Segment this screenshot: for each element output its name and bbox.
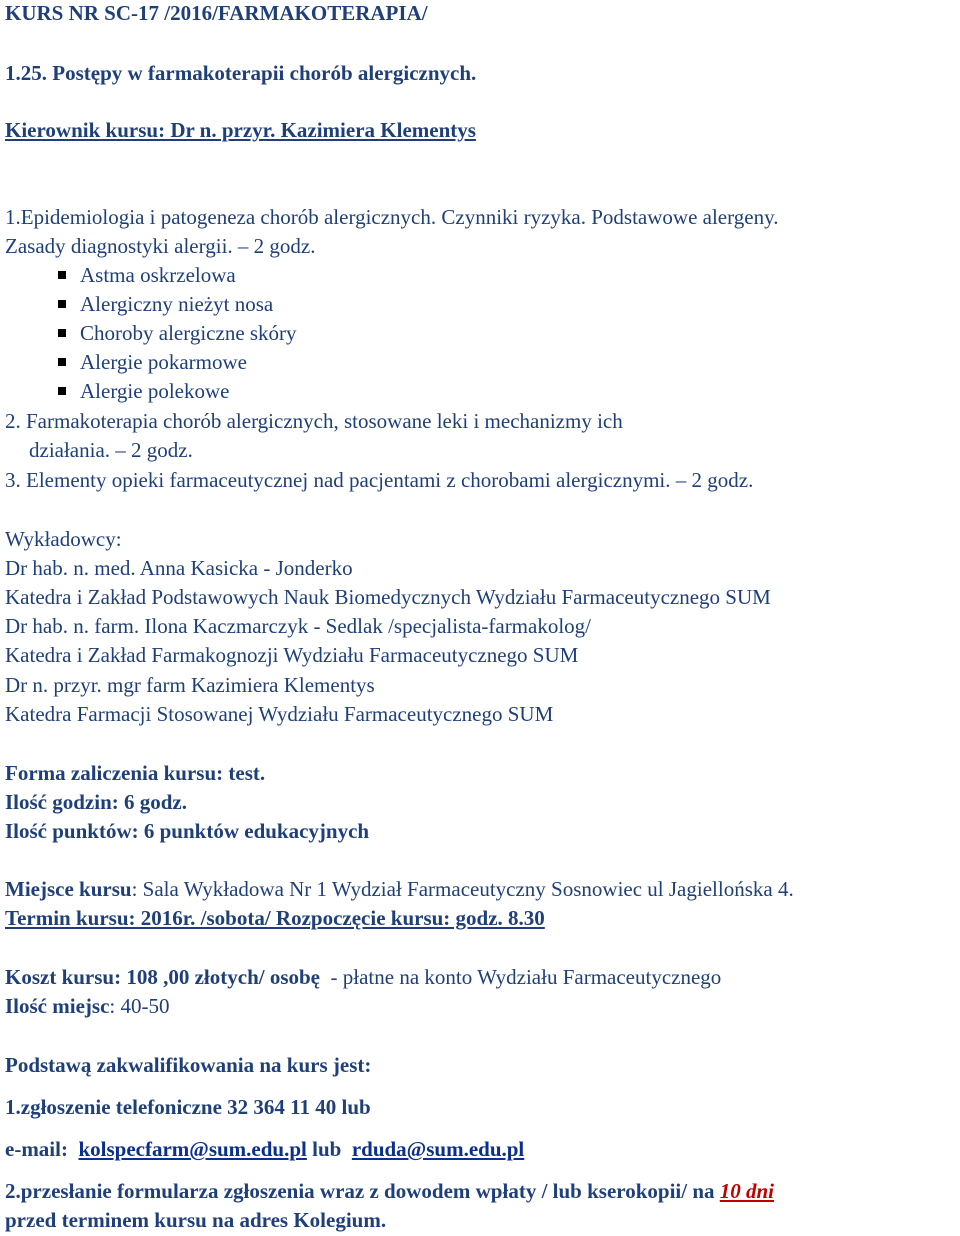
place-label: Miejsce kursu	[5, 877, 132, 901]
program-item-2-line-1: 2. Farmakoterapia chorób alergicznych, stosowane leki i mechanizmy ich	[5, 409, 623, 433]
course-cost	[5, 964, 721, 990]
cost-label: Koszt kursu	[5, 965, 115, 989]
square-bullet-icon	[58, 271, 66, 279]
lecturer-line: Katedra i Zakład Farmakognozji Wydziału Farmaceutycznego SUM	[5, 643, 579, 667]
lecturer-line: Dr hab. n. med. Anna Kasicka - Jonderko	[5, 556, 353, 580]
program-item-1-line-1: 1.Epidemiologia i patogeneza chorób alergicznych. Czynniki ryzyka. Podstawowe alergeny.	[5, 205, 779, 229]
bullet-label: Alergiczny nieżyt nosa	[80, 292, 274, 316]
seats-label: Ilość miejsc	[5, 994, 110, 1018]
email-registration	[5, 1136, 524, 1162]
phone-registration: 1.zgłoszenie telefoniczne 32 364 11 40 lub	[5, 1095, 371, 1119]
education-points: Ilość punktów: 6 punktów edukacyjnych	[5, 819, 370, 843]
lecturer-line: Katedra Farmacji Stosowanej Wydziału Farmaceutycznego SUM	[5, 702, 554, 726]
bullet-item	[58, 378, 229, 404]
bullet-label: Alergie polekowe	[80, 379, 230, 403]
hours-count: Ilość godzin: 6 godz.	[5, 790, 188, 814]
program-item-2-line-2: działania. – 2 godz.	[29, 438, 193, 462]
course-place	[5, 876, 794, 902]
bullet-label: Alergie pokarmowe	[80, 350, 247, 374]
bullet-label: Choroby alergiczne skóry	[80, 321, 297, 345]
cost-note: - płatne na konto Wydziału Farmaceutycznego	[320, 965, 722, 989]
course-title: 1.25. Postępy w farmakoterapii chorób alergicznych.	[5, 61, 477, 85]
program-item-1-line-2: Zasady diagnostyki alergii. – 2 godz.	[5, 234, 316, 258]
square-bullet-icon	[58, 387, 66, 395]
seats-count	[5, 993, 169, 1019]
cost-value: : 108 ,00 złotych/ osobę	[114, 965, 321, 989]
bullet-item	[58, 262, 236, 288]
email-link-2[interactable]: rduda@sum.edu.pl	[351, 1137, 525, 1161]
form-submission-line-1	[5, 1178, 774, 1204]
square-bullet-icon	[58, 300, 66, 308]
bullet-item	[58, 291, 273, 317]
course-code: KURS NR SC-17 /2016/FARMAKOTERAPIA/	[5, 1, 428, 25]
email-or: lub	[312, 1137, 342, 1161]
qualification-heading: Podstawą zakwalifikowania na kurs jest:	[5, 1053, 372, 1077]
square-bullet-icon	[58, 358, 66, 366]
course-director: Kierownik kursu: Dr n. przyr. Kazimiera Klementys	[5, 118, 476, 142]
deadline-highlight: 10 dni	[719, 1179, 775, 1203]
form-text: 2.przesłanie formularza zgłoszenia wraz z dowodem wpłaty / lub kserokopii/ na	[5, 1179, 720, 1203]
seats-value: : 40-50	[109, 994, 170, 1018]
bullet-item	[58, 320, 297, 346]
bullet-label: Astma oskrzelowa	[80, 263, 236, 287]
assessment-form: Forma zaliczenia kursu: test.	[5, 761, 266, 785]
lecturer-line: Dr hab. n. farm. Ilona Kaczmarczyk - Sedlak /specjalista-farmakolog/	[5, 614, 592, 638]
lecturer-line: Katedra i Zakład Podstawowych Nauk Biomedycznych Wydziału Farmaceutycznego SUM	[5, 585, 771, 609]
form-submission-line-2: przed terminem kursu na adres Kolegium.	[5, 1208, 387, 1232]
email-link-1[interactable]: kolspecfarm@sum.edu.pl	[78, 1137, 307, 1161]
course-term: Termin kursu: 2016r. /sobota/ Rozpoczęcie kursu: godz. 8.30	[5, 906, 545, 930]
place-value: : Sala Wykładowa Nr 1 Wydział Farmaceutyczny Sosnowiec ul Jagiellońska 4.	[131, 877, 794, 901]
lecturer-line: Dr n. przyr. mgr farm Kazimiera Klementys	[5, 673, 375, 697]
bullet-item	[58, 349, 247, 375]
email-label: e-mail:	[5, 1137, 68, 1161]
program-item-3: 3. Elementy opieki farmaceutycznej nad pacjentami z chorobami alergicznymi. – 2 godz.	[5, 468, 754, 492]
square-bullet-icon	[58, 329, 66, 337]
lecturers-heading: Wykładowcy:	[5, 527, 122, 551]
